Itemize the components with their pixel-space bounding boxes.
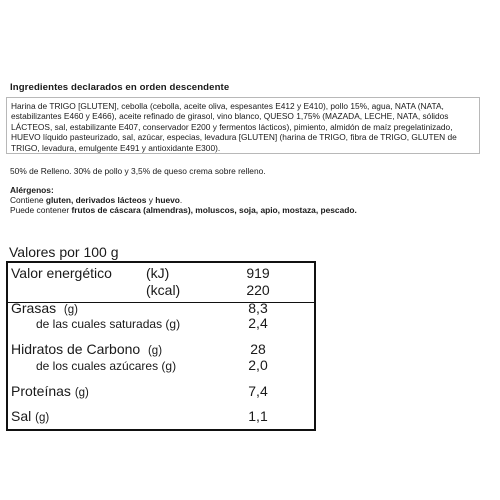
allergens-contains-b: huevo	[155, 195, 180, 205]
salt-unit: (g)	[35, 412, 50, 424]
energy-unit-kj: (kJ)	[146, 265, 170, 281]
ingredients-title: Ingredientes declarados en orden descendente	[10, 82, 230, 93]
fat-unit: (g)	[63, 304, 78, 316]
energy-value-kj: 919	[246, 265, 270, 281]
protein-unit: (g)	[74, 387, 89, 399]
salt-value: 1,1	[248, 408, 268, 424]
nutrition-row-energy	[8, 263, 314, 303]
allergens-may-prefix: Puede contener	[10, 205, 72, 215]
energy-label: Valor energético	[11, 265, 112, 281]
nutrition-title: Valores por 100 g	[9, 244, 119, 260]
saturated-label: de las cuales saturadas (g)	[36, 317, 181, 331]
carbs-value: 28	[250, 341, 266, 357]
salt-label	[11, 408, 49, 424]
energy-unit-kcal: (kcal)	[146, 282, 181, 298]
nutrition-table	[6, 261, 316, 431]
allergens-title: Alérgenos:	[10, 185, 54, 195]
allergens-contains-a: gluten, derivados lácteos	[45, 195, 147, 205]
carbs-label-text: Hidratos de Carbono	[11, 341, 141, 357]
carbs-label	[11, 341, 162, 357]
saturated-value: 2,4	[248, 315, 268, 331]
sugars-label: de los cuales azúcares (g)	[36, 359, 177, 373]
allergens-contains-prefix: Contiene	[10, 195, 46, 205]
allergens-contains-and: y	[146, 195, 156, 205]
carbs-unit: (g)	[147, 345, 163, 357]
filling-note: 50% de Relleno. 30% de pollo y 3,5% de queso crema sobre relleno.	[10, 166, 266, 176]
energy-value-kcal: 220	[246, 282, 270, 298]
fat-label	[11, 300, 78, 316]
salt-label-text: Sal	[11, 408, 32, 424]
fat-value: 8,3	[248, 300, 268, 316]
allergens-contains	[10, 195, 182, 205]
fat-label-text: Grasas	[11, 300, 57, 316]
allergens-may-contain	[10, 205, 357, 215]
protein-value: 7,4	[248, 383, 268, 399]
protein-label	[11, 383, 89, 399]
allergens-may-items: frutos de cáscara (almendras), moluscos, soja, apio, mostaza, pescado.	[71, 205, 357, 215]
sugars-value: 2,0	[248, 357, 268, 373]
allergens-contains-end: .	[179, 195, 183, 205]
ingredients-box: Harina de TRIGO [GLUTEN], cebolla (cebolla, aceite oliva, espesantes E412 y E410), pollo 15%, agua, NATA (NATA, estabilizantes E460 y E466), aceite refinado de girasol, vino blanco, QUESO 1,75% (MAZADA, LECHE, NATA, sólidos LÁCTEOS, sal, estabilizante E407, conservador E200 y fermentos lácticos), pimiento, almidón de maíz pregelatinizado, HUEVO líquido pasteurizado, sal, azúcar, especias, levadura [GLUTEN] (harina de TRIGO, fibra de TRIGO, GLUTEN de TRIGO, levadura, emulgente E491 y antioxidante E300).	[6, 97, 480, 154]
protein-label-text: Proteínas	[11, 383, 71, 399]
